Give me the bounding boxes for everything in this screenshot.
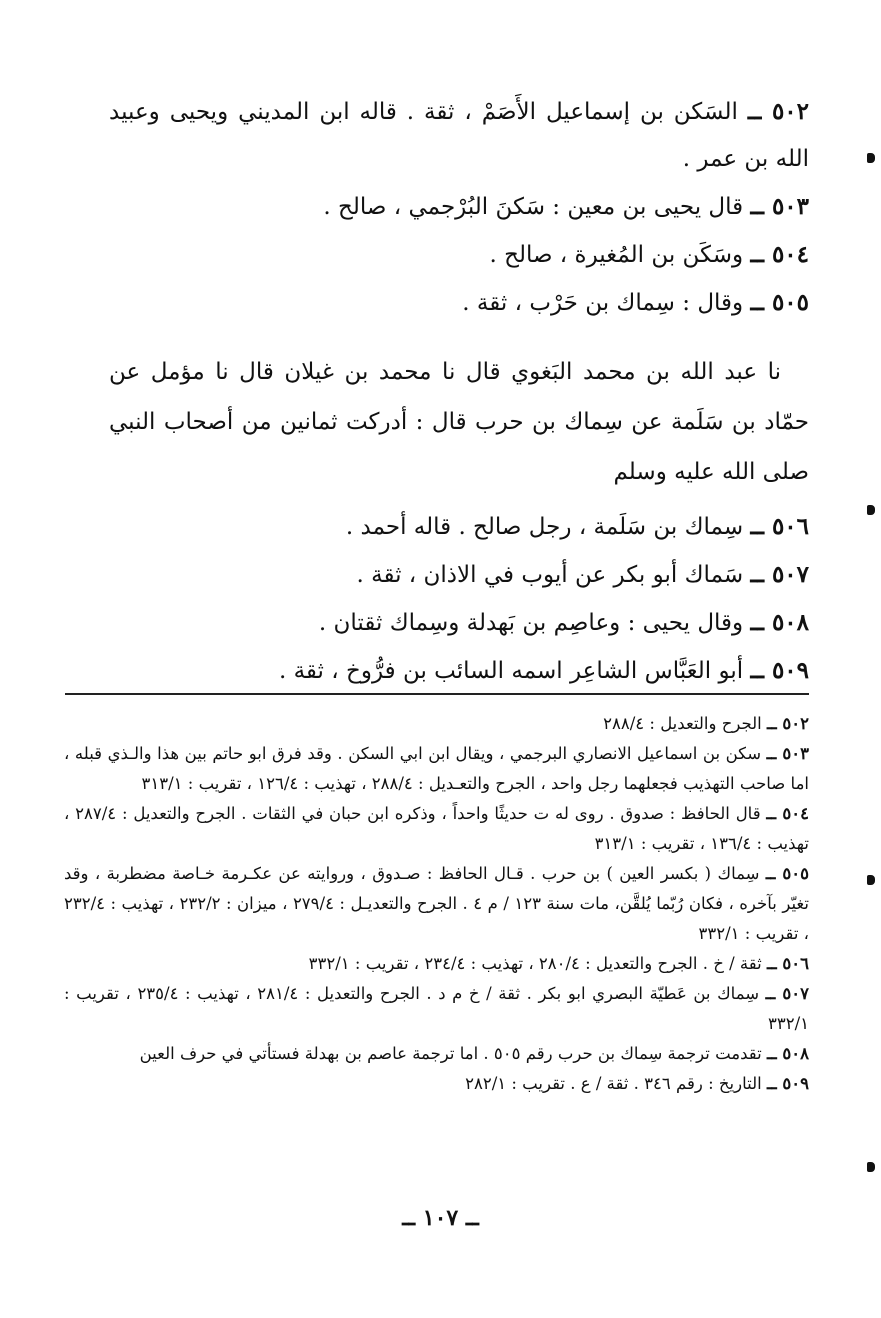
entry-text: قال يحيى بن معين : سَكنَ البُرْجمي ، صالح . [323, 194, 744, 220]
footnote-number: ٥٠٨ ــ [766, 1044, 809, 1063]
footnote-text: سكن بن اسماعيل الانصاري البرجمي ، ويقال ابن ابي السكن . وقد فرق ابو حاتم بين هذا والـذي قبله ، اما صاحب التهذيب فجعلهما رجل واحد ، الجرح والتعـديل : ٢٨٨/٤ ، تهذيب : ١٢٦/٤ ، تقريب : ٣١٣/١ [64, 744, 809, 793]
footnote-507 [64, 979, 809, 1039]
entry-504 [109, 231, 809, 279]
footnote-divider [65, 693, 809, 695]
entry-number: ٥٠٣ ــ [750, 193, 809, 220]
entry-number: ٥٠٩ ــ [750, 657, 809, 684]
margin-mark [867, 153, 875, 163]
footnote-number: ٥٠٤ ــ [766, 804, 809, 823]
entry-number: ٥٠٨ ــ [750, 609, 809, 636]
footnote-text: ثقة / خ . الجرح والتعديل : ٢٨٠/٤ ، تهذيب : ٢٣٤/٤ ، تقريب : ٣٣٢/١ [308, 954, 762, 973]
footnote-text: سِماك ( بكسر العين ) بن حرب . قـال الحافظ : صـدوق ، وروايته عن عكـرمة خـاصة مضطربة ، وقد تغيّر بآخره ، فكان رُبّما يُلقَّن، مات سنة ١٢٣ / م ٤ . الجرح والتعديـل : ٢٧٩/٤ ، ميزان : ٢٣٢/٢ ، تهذيب : ٢٣٢/٤ ، تقريب : ٣٣٢/١ [64, 864, 809, 943]
footnote-text: الجرح والتعديل : ٢٨٨/٤ [603, 714, 762, 733]
footnote-text: تقدمت ترجمة سِماك بن حرب رقم ٥٠٥ . اما ترجمة عاصم بن بهدلة فستأتي في حرف العين [139, 1044, 762, 1063]
footnote-text: سِماك بن عَطيّة البصري ابو بكر . ثقة / خ م د . الجرح والتعديل : ٢٨١/٤ ، تهذيب : ٢٣٥/٤ ، تقريب : ٣٣٢/١ [64, 984, 809, 1033]
entry-text: وقال يحيى : وعاصِم بن بَهدلة وسِماك ثقتان . [318, 610, 744, 636]
entry-text: وقال : سِماك بن حَرْب ، ثقة . [462, 290, 744, 316]
entry-number: ٥٠٤ ــ [750, 241, 809, 268]
footnote-503 [64, 739, 809, 799]
entry-text: سَماك أبو بكر عن أيوب في الاذان ، ثقة . [356, 562, 744, 588]
margin-mark [867, 505, 875, 515]
entry-text: أبو العَبَّاس الشاعِر اسمه السائب بن فرُّوخ ، ثقة . [278, 658, 744, 684]
entry-number: ٥٠٦ ــ [750, 513, 809, 540]
footnote-505 [64, 859, 809, 949]
entry-508 [109, 599, 809, 647]
footnote-509 [64, 1069, 809, 1099]
entry-number: ٥٠٢ ــ [747, 98, 809, 125]
main-text [109, 88, 809, 695]
entry-503 [109, 183, 809, 231]
entry-text: سِماك بن سَلَمة ، رجل صالح . قاله أحمد . [345, 514, 744, 540]
entry-506 [109, 503, 809, 551]
page-number: ــ ١٠٧ ــ [402, 1205, 479, 1231]
isnad-paragraph: نا عبد الله بن محمد البَغوي قال نا محمد بن غيلان قال نا مؤمل عن حمّاد بن سَلَمة عن سِماك بن حرب قال : أدركت ثمانين من أصحاب النبي صلى الله عليه وسلم [109, 359, 809, 485]
entry-text: وسَكَن بن المُغيرة ، صالح . [489, 242, 744, 268]
footnote-text: قال الحافظ : صدوق . روى له ت حديثًا واحداً ، وذكره ابن حبان في الثقات . الجرح والتعديل : ٢٨٧/٤ ، تهذيب : ١٣٦/٤ ، تقريب : ٣١٣/١ [64, 804, 809, 853]
footnote-number: ٥٠٥ ــ [765, 864, 809, 883]
margin-mark [867, 1162, 875, 1172]
footnote-number: ٥٠٩ ــ [766, 1074, 809, 1093]
footnote-number: ٥٠٣ ــ [766, 744, 809, 763]
footnote-506 [64, 949, 809, 979]
footnote-504 [64, 799, 809, 859]
footnote-number: ٥٠٢ ــ [766, 714, 809, 733]
footnote-number: ٥٠٦ ــ [766, 954, 809, 973]
footnote-502 [64, 709, 809, 739]
footnote-text: التاريخ : رقم ٣٤٦ . ثقة / ع . تقريب : ٢٨٢/١ [465, 1074, 762, 1093]
entry-509 [109, 647, 809, 695]
footnote-508 [64, 1039, 809, 1069]
footnote-number: ٥٠٧ ــ [765, 984, 809, 1003]
entry-507 [109, 551, 809, 599]
footnotes [64, 709, 809, 1099]
entry-text: السَكن بن إسماعيل الأَصَمْ ، ثقة . قاله ابن المديني ويحيى وعبيد الله بن عمر . [109, 99, 809, 172]
margin-mark [867, 875, 875, 885]
entry-502 [109, 88, 809, 183]
entry-number: ٥٠٥ ــ [750, 289, 809, 316]
entry-number: ٥٠٧ ــ [750, 561, 809, 588]
entry-505 [109, 279, 809, 327]
